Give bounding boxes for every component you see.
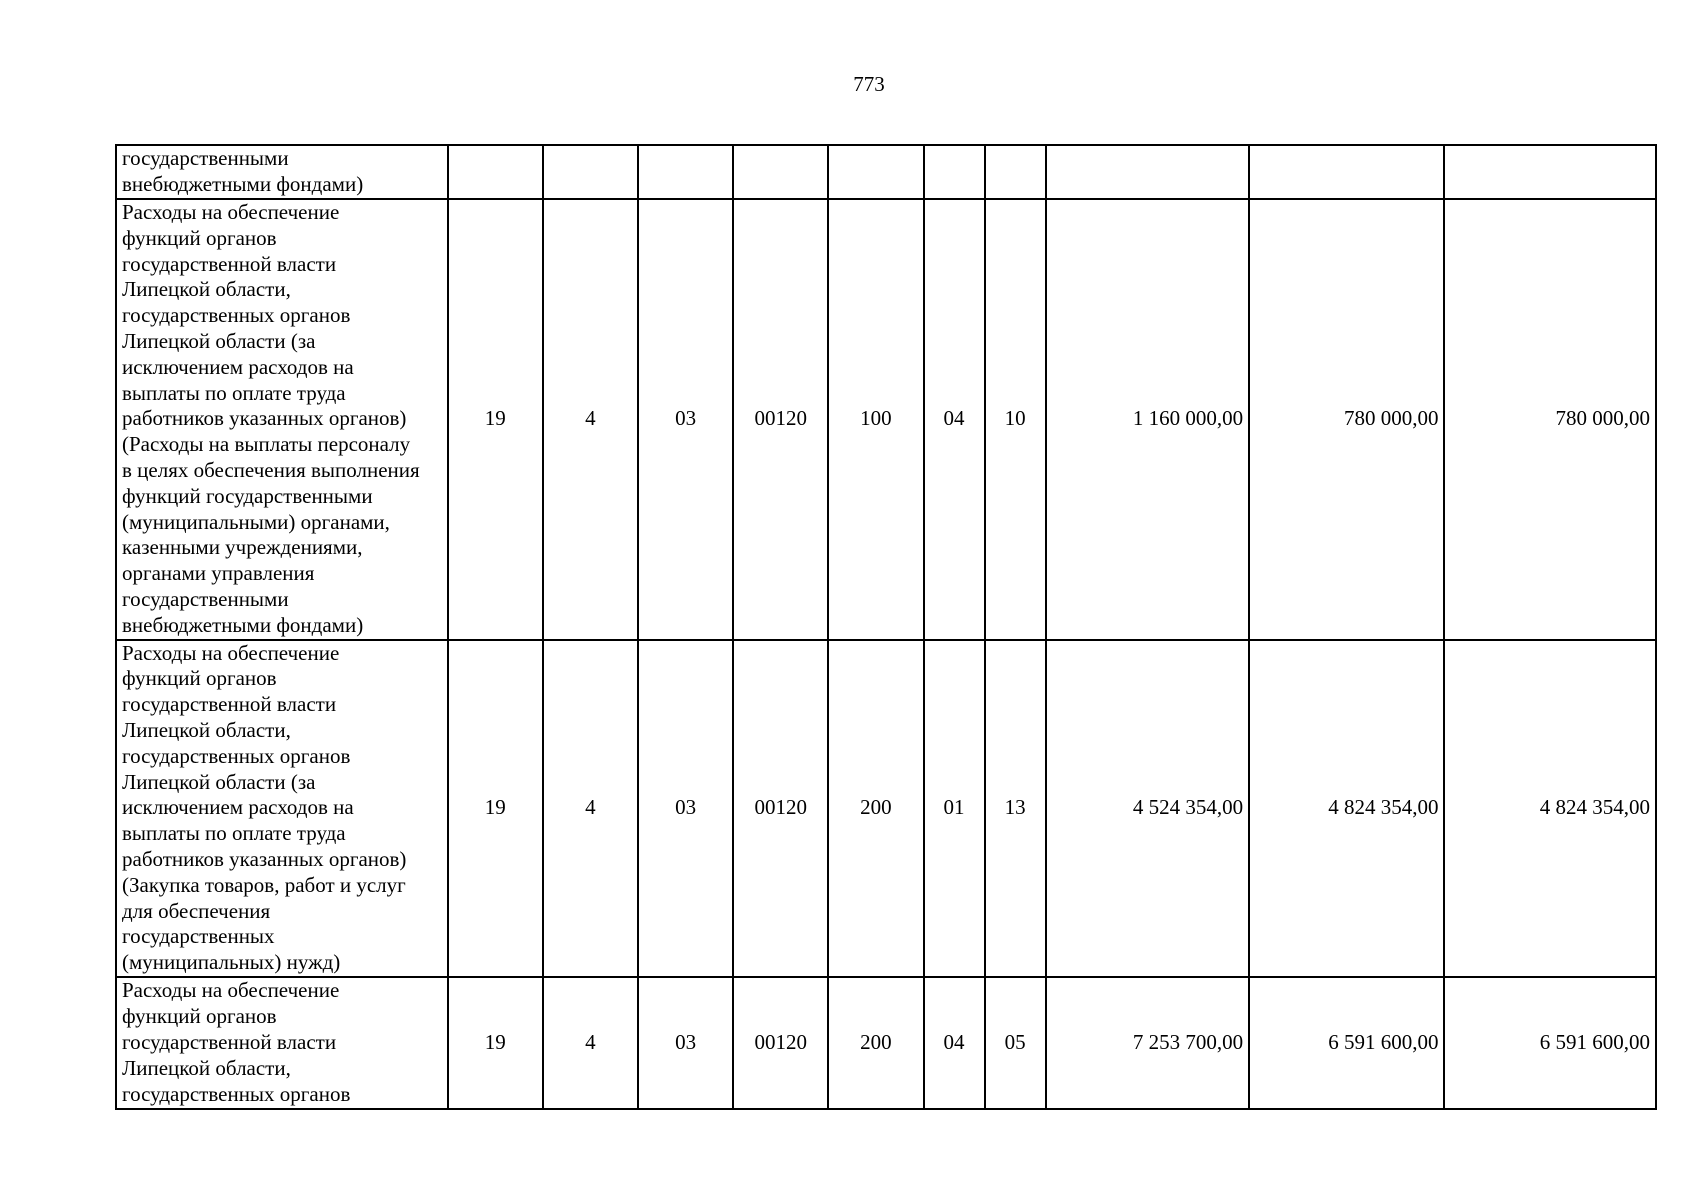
code-cell: 4 (543, 199, 638, 640)
code-cell: 05 (985, 977, 1046, 1109)
amount-cell: 4 524 354,00 (1046, 640, 1249, 977)
amount-cell (1444, 145, 1656, 199)
code-cell: 200 (828, 977, 923, 1109)
table-row (116, 977, 1656, 1109)
row-description: Расходы на обеспечение функций органов государственной власти Липецкой области, государственных органов Липецкой области (за исключением расходов на выплаты по оплате труда работников указанных органов) (Расходы на выплаты персоналу в целях обеспечения выполнения функций государственными (муниципальными) органами, казенными учреждениями, органами управления государственными внебюджетными фондами) (116, 199, 448, 640)
table-row (116, 640, 1656, 977)
code-cell: 03 (638, 640, 733, 977)
code-cell: 19 (448, 977, 543, 1109)
code-cell (543, 145, 638, 199)
table-row (116, 145, 1656, 199)
code-cell: 4 (543, 640, 638, 977)
code-cell (448, 145, 543, 199)
code-cell: 19 (448, 640, 543, 977)
code-cell: 100 (828, 199, 923, 640)
code-cell: 03 (638, 977, 733, 1109)
code-cell: 03 (638, 199, 733, 640)
code-cell: 00120 (733, 199, 828, 640)
row-description: Расходы на обеспечение функций органов государственной власти Липецкой области, государственных органов (116, 977, 448, 1109)
amount-cell: 4 824 354,00 (1249, 640, 1444, 977)
amount-cell: 780 000,00 (1249, 199, 1444, 640)
row-description: Расходы на обеспечение функций органов государственной власти Липецкой области, государственных органов Липецкой области (за исключением расходов на выплаты по оплате труда работников указанных органов) (Закупка товаров, работ и услуг для обеспечения государственных (муниципальных) нужд) (116, 640, 448, 977)
budget-table (115, 144, 1657, 1110)
code-cell (924, 145, 985, 199)
amount-cell: 780 000,00 (1444, 199, 1656, 640)
code-cell: 04 (924, 977, 985, 1109)
code-cell (985, 145, 1046, 199)
row-description: государственными внебюджетными фондами) (116, 145, 448, 199)
code-cell: 04 (924, 199, 985, 640)
amount-cell: 1 160 000,00 (1046, 199, 1249, 640)
code-cell (733, 145, 828, 199)
code-cell: 00120 (733, 640, 828, 977)
code-cell: 01 (924, 640, 985, 977)
amount-cell: 6 591 600,00 (1249, 977, 1444, 1109)
amount-cell (1249, 145, 1444, 199)
page-number: 773 (853, 72, 885, 96)
amount-cell: 7 253 700,00 (1046, 977, 1249, 1109)
table-row (116, 199, 1656, 640)
code-cell (828, 145, 923, 199)
amount-cell (1046, 145, 1249, 199)
amount-cell: 6 591 600,00 (1444, 977, 1656, 1109)
amount-cell: 4 824 354,00 (1444, 640, 1656, 977)
code-cell: 10 (985, 199, 1046, 640)
code-cell: 4 (543, 977, 638, 1109)
code-cell (638, 145, 733, 199)
code-cell: 00120 (733, 977, 828, 1109)
code-cell: 19 (448, 199, 543, 640)
code-cell: 13 (985, 640, 1046, 977)
code-cell: 200 (828, 640, 923, 977)
